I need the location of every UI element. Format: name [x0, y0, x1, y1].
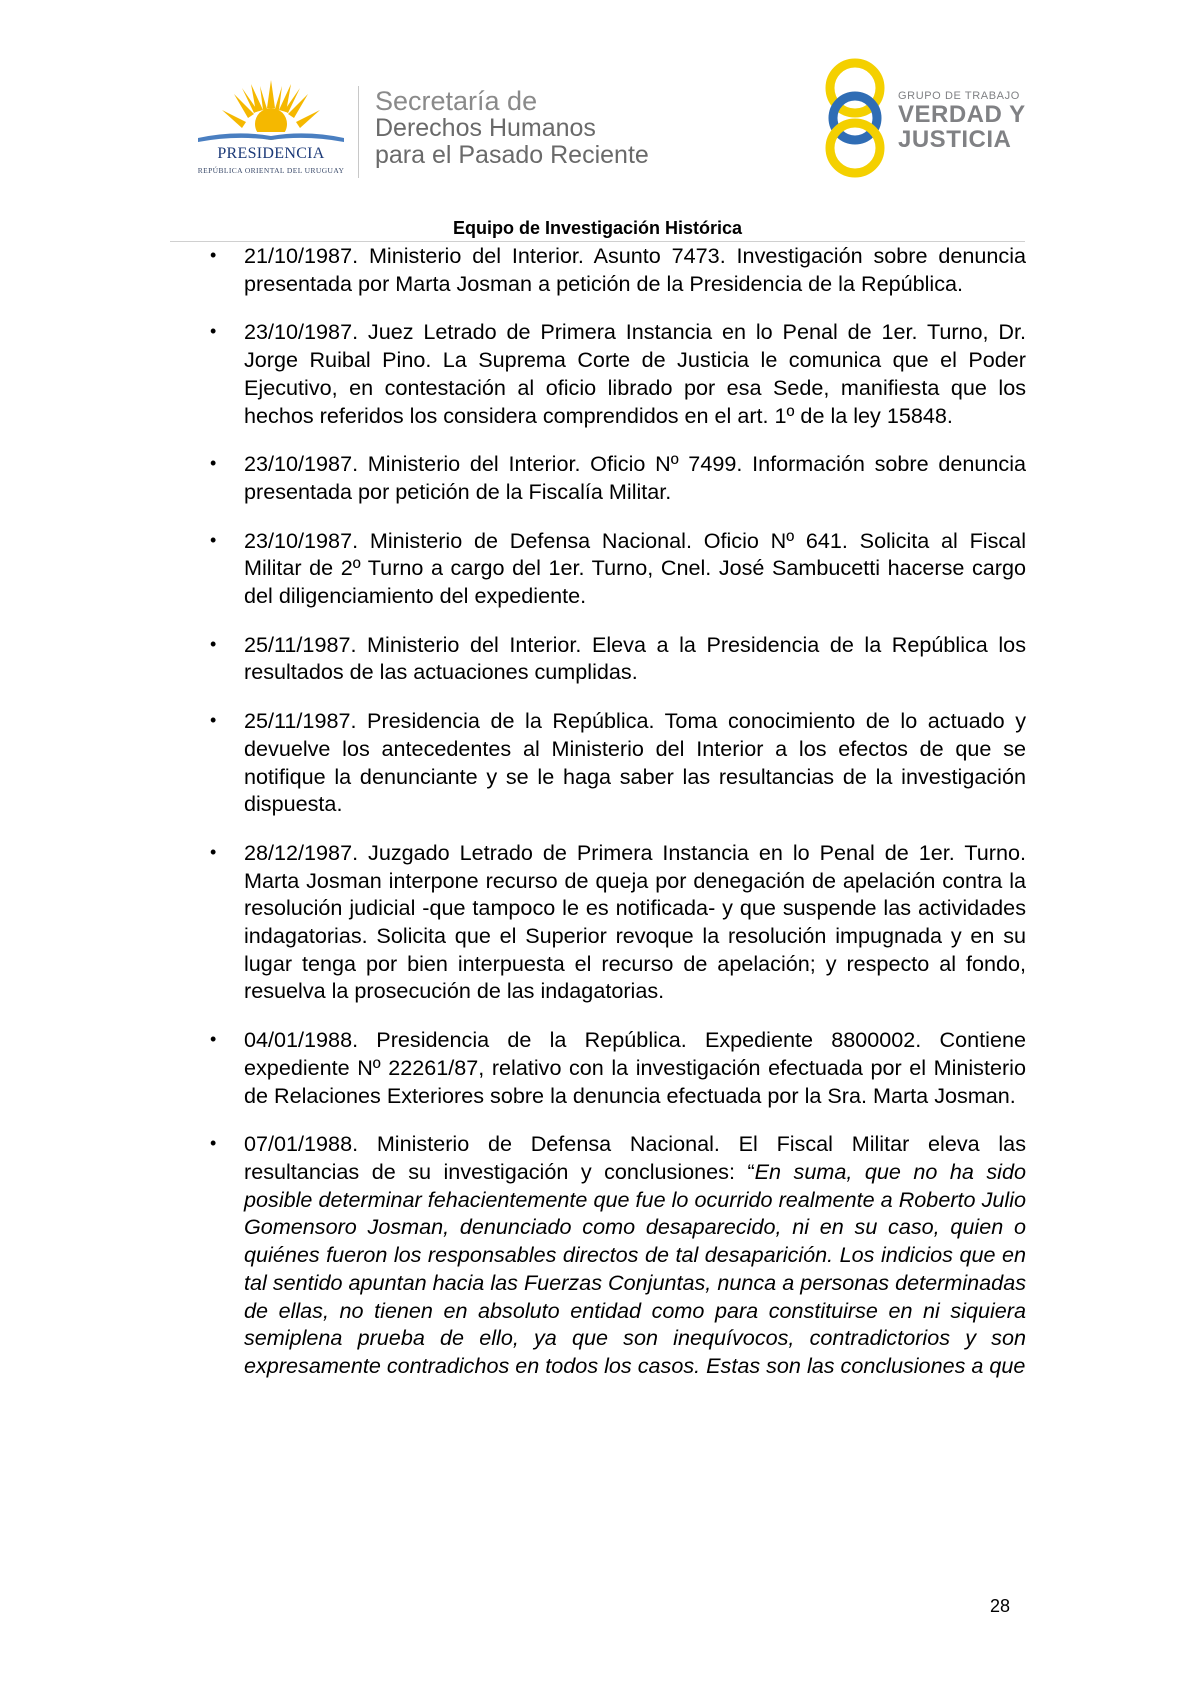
presidencia-logo	[196, 78, 346, 178]
entry-text: 07/01/1988. Ministerio de Defensa Nacional. El Fiscal Militar eleva las resultancias de su investigación y conclusiones: “	[244, 1131, 1026, 1184]
list-item	[206, 527, 1026, 610]
entry-text: 28/12/1987. Juzgado Letrado de Primera Instancia en lo Penal de 1er. Turno. Marta Josman interpone recurso de queja por denegación de apelación contra la resolución judicial -que tampoco le es notificada- y que suspende las actividades indagatorias. Solicita que el Superior revoque la resolución impugnada y en su lugar tenga por bien interpuesta el recurso de apelación; y respecto al fondo, resuelva la prosecución de las indagatorias.	[244, 839, 1026, 1004]
entry-text: 25/11/1987. Ministerio del Interior. Eleva a la Presidencia de la República los resultados de las actuaciones cumplidas.	[244, 631, 1026, 685]
entry-quote: En suma, que no ha sido posible determinar fehacientemente que fue lo ocurrido realmente a Roberto Julio Gomensoro Josman, denunciado como desaparecido, ni en su caso, quien o quiénes fueron los responsables directos de tal desaparición. Los indicios que en tal sentido apuntan hacia las Fuerzas Conjuntas, nunca a personas determinadas de ellas, no tienen en absoluto entidad como para constituirse en ni siquiera semiplena prueba de ello, ya que son inequívocos, contradictorios y son expresamente contradichos en todos los casos. Estas son las conclusiones a que	[244, 1158, 1026, 1378]
list-item	[206, 318, 1026, 429]
bullet-icon: •	[210, 841, 217, 862]
bullet-icon: •	[210, 633, 217, 654]
list-item	[206, 631, 1026, 686]
bullet-icon: •	[210, 245, 217, 265]
entry-text: 23/10/1987. Juez Letrado de Primera Instancia en lo Penal de 1er. Turno, Dr. Jorge Ruibal Pino. La Suprema Corte de Justicia le comunica que el Poder Ejecutivo, en contestación al oficio librado por esa Sede, manifiesta que los hechos referidos los considera comprendidos en el art. 1º de la ley 15848.	[244, 319, 1026, 428]
secretaria-logo-text	[375, 88, 649, 169]
entry-text: 23/10/1987. Ministerio de Defensa Nacional. Oficio Nº 641. Solicita al Fiscal Militar de 2º Turno a cargo del 1er. Turno, Cnel. José Sambucetti hacerse cargo del diligenciamiento del expediente.	[244, 527, 1026, 609]
list-item	[206, 1130, 1026, 1379]
entry-text: 25/11/1987. Presidencia de la República. Toma conocimiento de lo actuado y devuelve los antecedentes al Ministerio del Interior a los efectos de que se notifique la denunciante y se le haga saber las resultancias de la investigación dispuesta.	[244, 708, 1026, 817]
bullet-icon: •	[210, 1133, 217, 1154]
list-item	[206, 1026, 1026, 1109]
gtvj-line-2: VERDAD Y	[898, 101, 1026, 128]
page-number: 28	[990, 1596, 1011, 1616]
chronology-list	[206, 242, 1026, 1401]
bullet-icon: •	[210, 321, 217, 342]
verdad-justicia-logo-text	[898, 90, 1026, 152]
logo-divider	[358, 86, 359, 178]
presidencia-subtitle: REPÚBLICA ORIENTAL DEL URUGUAY	[197, 166, 345, 175]
presidencia-wordmark: PRESIDENCIA	[217, 145, 325, 162]
list-item	[206, 450, 1026, 505]
verdad-justicia-emblem-icon	[820, 56, 890, 180]
bullet-icon: •	[210, 1029, 217, 1050]
entry-text: 21/10/1987. Ministerio del Interior. Asunto 7473. Investigación sobre denuncia presentada por Marta Josman a petición de la Presidencia de la República.	[244, 243, 1026, 296]
secretaria-line-1: Secretaría de	[375, 86, 538, 116]
running-header-title: Equipo de Investigación Histórica	[452, 218, 743, 238]
sun-emblem-icon	[196, 78, 346, 148]
bullet-icon: •	[210, 529, 217, 550]
list-item	[206, 839, 1026, 1005]
gtvj-line-3: JUSTICIA	[898, 126, 1012, 153]
secretaria-line-2: Derechos Humanos	[375, 114, 596, 142]
gtvj-line-1: GRUPO DE TRABAJO	[898, 90, 1020, 102]
list-item	[206, 707, 1026, 818]
entry-text: 04/01/1988. Presidencia de la República. Expediente 8800002. Contiene expediente Nº 22261/87, relativo con la investigación efectuada por el Ministerio de Relaciones Exteriores sobre la denuncia efectuada por la Sra. Marta Josman.	[244, 1027, 1026, 1108]
secretaria-line-3: para el Pasado Reciente	[375, 141, 649, 169]
bullet-icon: •	[210, 453, 217, 474]
list-item	[206, 242, 1026, 297]
entry-text: 23/10/1987. Ministerio del Interior. Oficio Nº 7499. Información sobre denuncia presentada por petición de la Fiscalía Militar.	[244, 451, 1026, 504]
bullet-icon: •	[210, 710, 217, 731]
